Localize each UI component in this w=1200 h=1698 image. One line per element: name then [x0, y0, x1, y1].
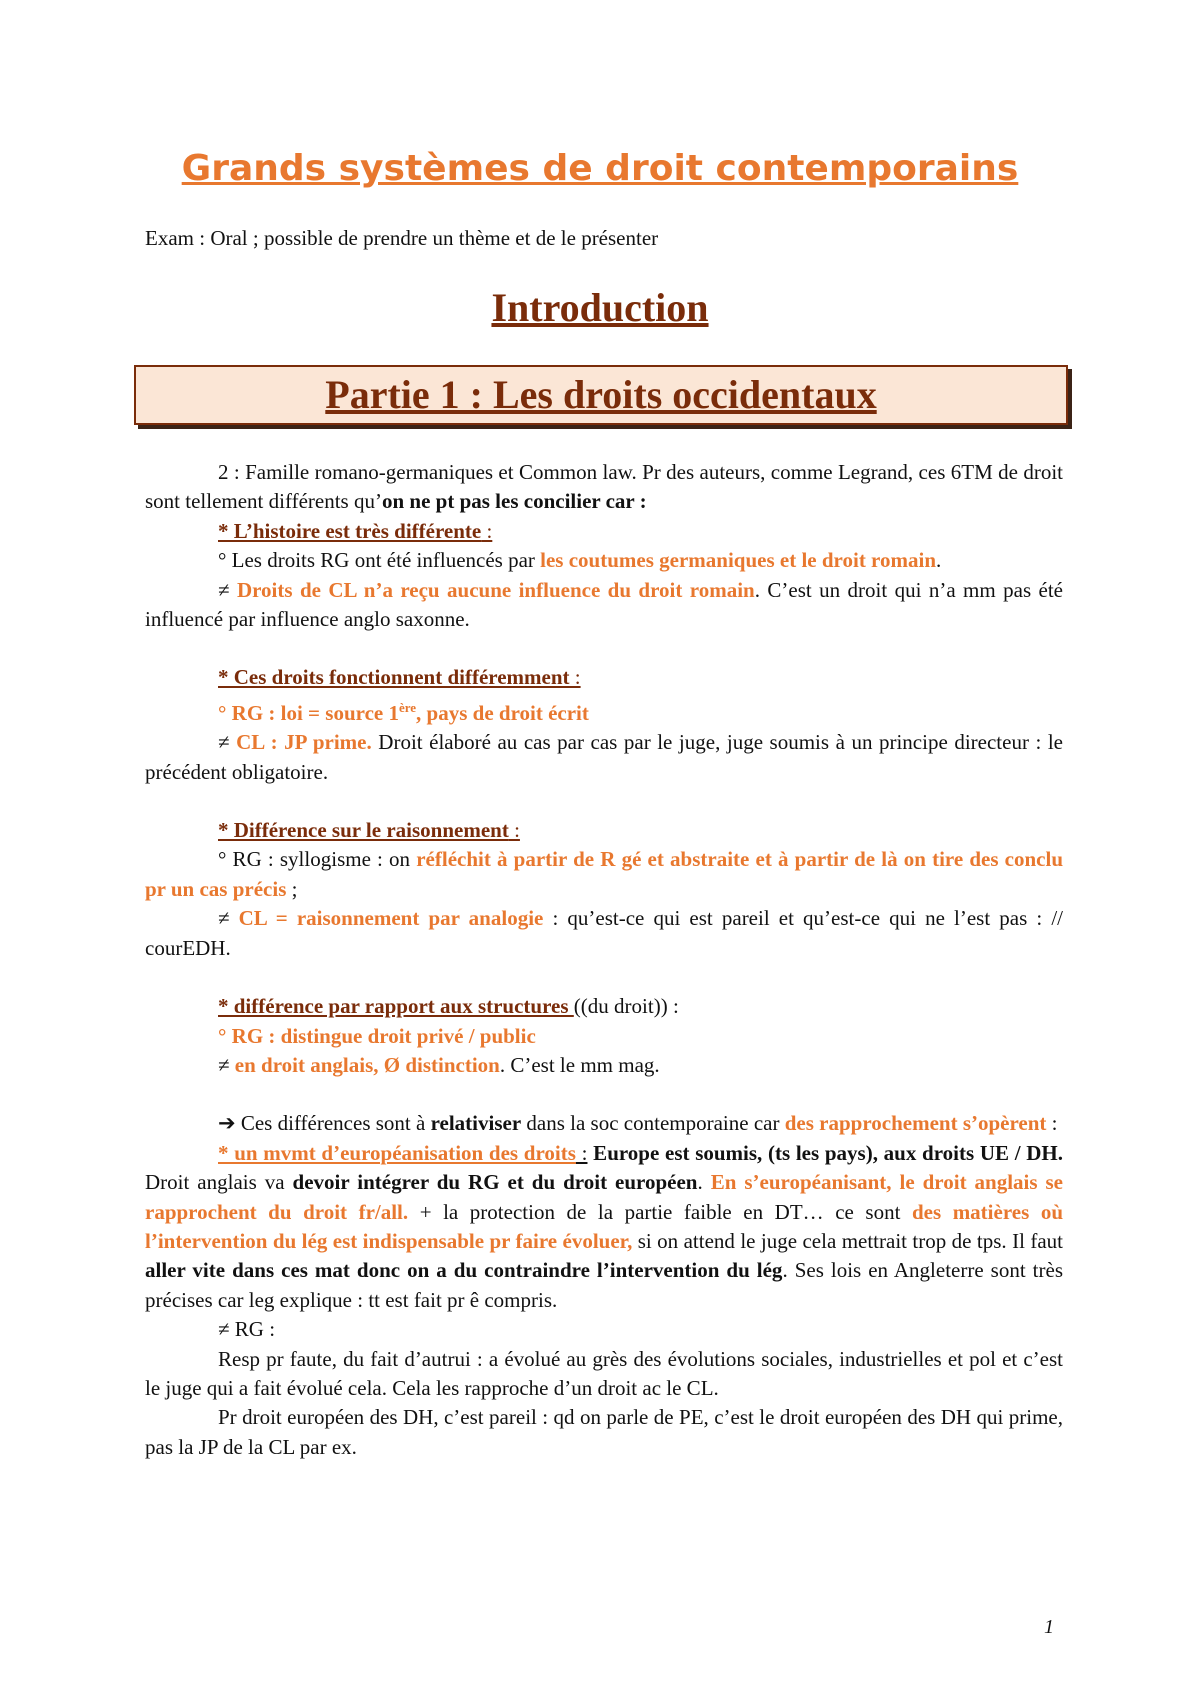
spacer	[145, 787, 1063, 816]
section-heading-text: * L’histoire est très différente	[218, 518, 482, 543]
cl-highlight: Droits de CL n’a reçu aucune influence du droit romain	[236, 577, 755, 602]
section-1-cl	[145, 576, 1063, 635]
arrow-right-icon: ➔	[218, 1111, 236, 1136]
section-1-heading	[145, 517, 1063, 546]
introduction-heading: Introduction	[491, 285, 709, 330]
exam-note: Exam : Oral ; possible de prendre un thème et de le présenter	[145, 226, 659, 250]
s5-text-3: + la protection de la partie faible en DT… ce sont	[408, 1199, 912, 1224]
section-heading-tail: :	[667, 994, 679, 1019]
s5-bold-2: devoir intégrer du RG et du droit européen	[292, 1170, 698, 1195]
rg-line: ≠ RG :	[218, 1317, 276, 1342]
not-equal-symbol: ≠	[218, 906, 239, 931]
section-1-rg	[145, 546, 1063, 575]
rg-highlight: réfléchit à partir de R gé et abstraite et à partir de là on tire des conclu pr un cas précis	[145, 847, 1063, 901]
section-4-cl	[145, 1051, 1063, 1080]
intro-text: 2 : Famille romano-germaniques et Common law. Pr des auteurs, comme Legrand, ces 6TM de droit sont tellement différents qu’	[145, 460, 1063, 514]
cl-highlight: CL = raisonnement par analogie	[238, 906, 544, 931]
section-2-rg	[145, 693, 1063, 728]
section-heading-text: * différence par rapport aux structures	[218, 994, 574, 1019]
concl-text: Ces différences sont à	[235, 1111, 431, 1136]
section-heading-tail: :	[569, 665, 581, 690]
rg-highlight: ° RG : loi = source 1	[218, 700, 399, 725]
rg-text: ° RG : syllogisme : on	[218, 847, 417, 872]
s5-text-5: . Ses lois en Angleterre sont très précises car leg explique : tt est fait pr ê compris.	[145, 1258, 1063, 1312]
rg-highlight: ° RG : distingue droit privé / public	[218, 1023, 536, 1048]
cl-text: : qu’est-ce qui est pareil et qu’est-ce qui ne l’est pas : // courEDH.	[145, 906, 1063, 960]
cl-text: Droit élaboré au cas par cas par le juge, juge soumis à un principe directeur : le précédent obligatoire.	[145, 730, 1064, 784]
section-heading-tail: :	[575, 1140, 588, 1165]
intro-text-bold: on ne pt pas les concilier car :	[381, 489, 647, 514]
concl-text-end: :	[1046, 1111, 1058, 1136]
section-heading-mid: ((du droit))	[573, 994, 668, 1019]
section-3-heading	[145, 816, 1063, 845]
resp-paragraph: Resp pr faute, du fait d’autrui : a évolué au grès des évolutions sociales, industrielles et pol et c’est le juge qui a fait évolué cela. Cela les rapproche d’un droit ac le CL.	[145, 1346, 1063, 1400]
not-equal-symbol: ≠	[218, 730, 237, 755]
section-heading-tail: :	[481, 518, 493, 543]
dh-paragraph: Pr droit européen des DH, c’est pareil : qd on parle de PE, c’est le droit européen des DH qui prime, pas la JP de la CL par ex.	[145, 1405, 1063, 1459]
rg-highlight: les coutumes germaniques et le droit romain	[540, 548, 937, 573]
section-2-heading	[145, 663, 1063, 692]
spacer	[145, 963, 1063, 992]
concl-text-2: dans la soc contemporaine car	[521, 1111, 785, 1136]
part-heading: Partie 1 : Les droits occidentaux	[325, 372, 877, 417]
s5-text-4: si on attend le juge cela mettrait trop de tps. Il faut	[632, 1228, 1063, 1253]
section-heading-text: * Différence sur le raisonnement	[218, 818, 509, 843]
s5-text: Droit anglais va	[145, 1170, 293, 1195]
concl-bold: relativiser	[430, 1111, 522, 1136]
not-equal-symbol: ≠	[218, 1052, 235, 1077]
section-heading-text: * un mvmt d’européanisation des droits	[218, 1140, 576, 1165]
rg-text-end: .	[936, 548, 942, 573]
section-4-rg	[145, 1022, 1063, 1051]
section-heading-text: * Ces droits fonctionnent différemment	[218, 665, 570, 690]
section-2-cl	[145, 728, 1063, 787]
spacer	[145, 634, 1063, 663]
conclusion-paragraph	[145, 1109, 1063, 1138]
section-3-cl	[145, 904, 1063, 963]
s5-bold-3: aller vite dans ces mat donc on a du contraindre l’intervention du lég	[145, 1258, 783, 1283]
page-number: 1	[1044, 1616, 1054, 1638]
cl-text: . C’est un droit qui n’a mm pas été influencé par influence anglo saxonne.	[145, 577, 1063, 632]
not-equal-symbol: ≠	[218, 577, 237, 602]
rg-highlight-end: , pays de droit écrit	[416, 700, 589, 725]
cl-text: . C’est le mm mag.	[499, 1052, 660, 1077]
s5-highlight: En s’européanisant, le droit anglais se rapprochent du droit fr/all.	[145, 1170, 1064, 1224]
intro-paragraph	[145, 458, 1063, 517]
s5-bold: Europe est soumis, (ts les pays), aux droits UE / DH.	[587, 1140, 1064, 1165]
s5-text-2: .	[697, 1170, 711, 1195]
rg-text-end: ;	[286, 876, 298, 901]
cl-highlight: en droit anglais, Ø distinction	[234, 1052, 500, 1077]
document-body	[145, 458, 1063, 1462]
section-5-paragraph	[145, 1139, 1063, 1315]
spacer	[145, 1080, 1063, 1109]
s5-highlight-2: des matières où l’intervention du lég est indispensable pr faire évoluer,	[145, 1199, 1063, 1253]
document-title: Grands systèmes de droit contemporains	[181, 148, 1019, 189]
concl-highlight: des rapprochement s’opèrent	[784, 1111, 1047, 1136]
rg-text: ° Les droits RG ont été influencés par	[218, 548, 541, 573]
part-heading-box	[134, 365, 1068, 425]
section-3-rg	[145, 845, 1063, 904]
ordinal-superscript: ère	[398, 699, 417, 715]
section-heading-tail: :	[508, 818, 520, 843]
section-4-heading	[145, 992, 1063, 1021]
cl-highlight: CL : JP prime.	[236, 730, 372, 755]
